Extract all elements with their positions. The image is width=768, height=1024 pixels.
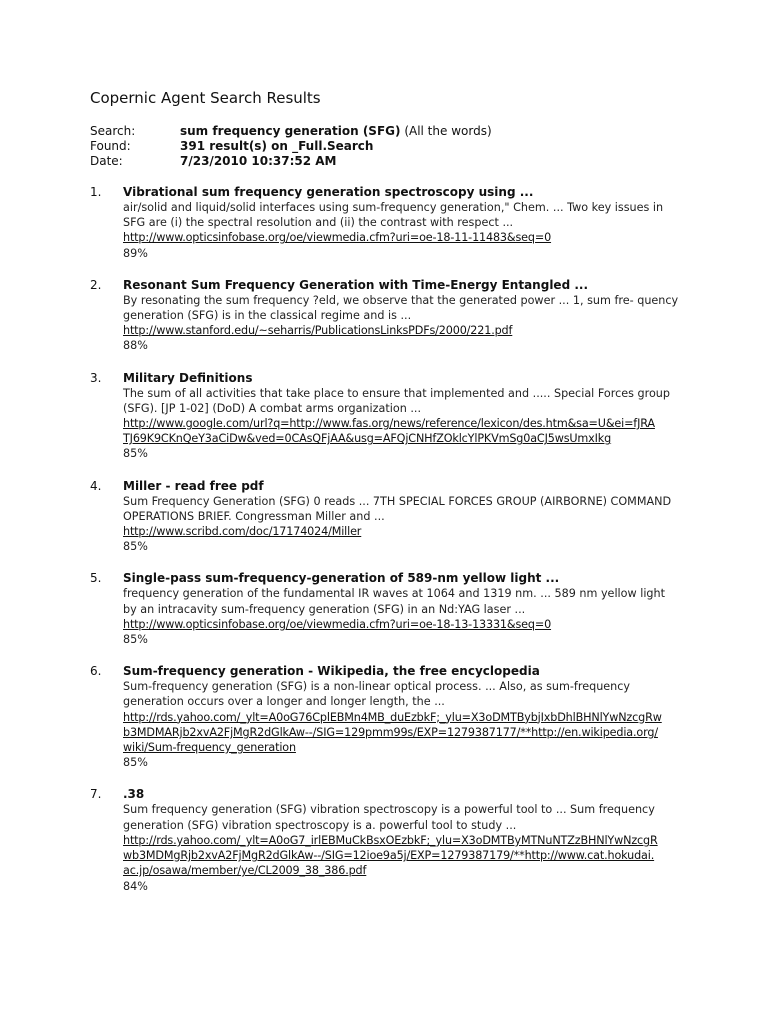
- result-title: Resonant Sum Frequency Generation with Time-Energy Entangled ...: [123, 277, 589, 292]
- result-score: 88%: [123, 339, 148, 353]
- url-line: http://www.opticsinfobase.org/oe/viewmedia.cfm?uri=oe-18-11-11483&seq=0: [123, 231, 552, 245]
- result-body: [123, 479, 690, 555]
- result-body: [123, 787, 690, 893]
- meta-found-row: [90, 139, 690, 154]
- result-body: [123, 371, 690, 462]
- result-url-link[interactable]: [123, 524, 690, 539]
- search-query: sum frequency generation (SFG): [180, 124, 401, 138]
- result-title: Vibrational sum frequency generation spectroscopy using ...: [123, 185, 534, 199]
- result-url-link[interactable]: [123, 710, 690, 756]
- date-value: 7/23/2010 10:37:52 AM: [180, 154, 337, 168]
- result-number: 5.: [90, 571, 102, 586]
- snippet-line: generation occurs over a longer and longer length, the ...: [123, 695, 445, 709]
- snippet-line: Sum Frequency Generation (SFG) 0 reads ... 7TH SPECIAL FORCES GROUP (AIRBORNE) COMMAND: [123, 494, 672, 508]
- result-score: 85%: [123, 633, 148, 647]
- url-line: wiki/Sum-frequency_generation: [123, 741, 296, 755]
- url-line: http://rds.yahoo.com/_ylt=A0oG7_irlEBMuCkBsxOEzbkF;_ylu=X3oDMTByMTNuNTZzBHNlYwNzcgR: [123, 833, 658, 847]
- meta-date-row: [90, 154, 690, 169]
- url-line: http://rds.yahoo.com/_ylt=A0oG76CplEBMn4MB_duEzbkF;_ylu=X3oDMTBybjIxbDhlBHNlYwNzcgRw: [123, 710, 662, 724]
- result-item: [90, 571, 690, 647]
- result-body: [123, 185, 690, 261]
- results-list: [90, 185, 690, 894]
- snippet-line: By resonating the sum frequency ?eld, we observe that the generated power ... 1, sum fre- quency: [123, 293, 679, 307]
- document-page: [90, 88, 690, 911]
- meta-search-label: Search:: [90, 124, 136, 138]
- url-line: http://www.stanford.edu/~seharris/PublicationsLinksPDFs/2000/221.pdf: [123, 324, 513, 338]
- result-number: 6.: [90, 664, 102, 679]
- meta-date-value: [180, 154, 337, 169]
- result-title: Sum-frequency generation - Wikipedia, the free encyclopedia: [123, 664, 540, 679]
- result-item: [90, 479, 690, 555]
- snippet-line: generation (SFG) is in the classical regime and is ...: [123, 309, 412, 323]
- found-value: 391 result(s) on _Full.Search: [180, 139, 374, 153]
- snippet-line: (SFG). [JP 1-02] (DoD) A combat arms organization ...: [123, 401, 422, 415]
- result-number: 4.: [90, 478, 102, 493]
- result-title: .38: [123, 787, 145, 802]
- url-line: wb3MDMgRjb2xvA2FjMgR2dGlkAw--/SIG=12ioe9a5j/EXP=1279387179/**http://www.cat.hokudai.: [123, 849, 655, 863]
- result-url-link[interactable]: [123, 416, 690, 446]
- snippet-line: SFG are (i) the spectral resolution and (ii) the contrast with respect ...: [123, 216, 514, 230]
- page-title: Copernic Agent Search Results: [90, 89, 321, 107]
- url-line: http://www.opticsinfobase.org/oe/viewmedia.cfm?uri=oe-18-13-13331&seq=0: [123, 617, 552, 631]
- result-title: Military Definitions: [123, 370, 253, 385]
- result-number: 7.: [90, 787, 102, 802]
- snippet-line: Sum-frequency generation (SFG) is a non-linear optical process. ... Also, as sum-frequency: [123, 680, 631, 694]
- search-meta: [90, 124, 690, 169]
- search-mode: (All the words): [404, 124, 492, 138]
- snippet-line: The sum of all activities that take place to ensure that implemented and ..... Special Forces group: [123, 386, 670, 400]
- meta-found-value: [180, 139, 373, 154]
- result-url-link[interactable]: [123, 833, 690, 879]
- result-item: [90, 185, 690, 261]
- result-score: 84%: [123, 879, 148, 893]
- url-line: ac.jp/osawa/member/ye/CL2009_38_386.pdf: [123, 864, 367, 878]
- result-title: Single-pass sum-frequency-generation of 589-nm yellow light ...: [123, 571, 560, 586]
- result-score: 85%: [123, 447, 148, 461]
- url-line: TJ69K9CKnQeY3aCiDw&ved=0CAsQFjAA&usg=AFQjCNHfZOklcYlPKVmSg0aCJ5wsUmxIkg: [123, 432, 612, 446]
- meta-found-label: Found:: [90, 139, 131, 153]
- url-line: http://www.google.com/url?q=http://www.fas.org/news/reference/lexicon/des.htm&sa=U&ei=fJRA: [123, 417, 655, 431]
- result-score: 89%: [123, 246, 148, 260]
- result-snippet: [123, 494, 690, 524]
- snippet-line: by an intracavity sum-frequency generation (SFG) in an Nd:YAG laser ...: [123, 602, 526, 616]
- url-line: http://www.scribd.com/doc/17174024/Miller: [123, 525, 362, 539]
- result-item: [90, 664, 690, 770]
- meta-search-row: [90, 124, 690, 139]
- result-item: [90, 278, 690, 354]
- snippet-line: frequency generation of the fundamental IR waves at 1064 and 1319 nm. ... 589 nm yellow light: [123, 587, 666, 601]
- snippet-line: OPERATIONS BRIEF. Congressman Miller and ...: [123, 509, 385, 523]
- result-snippet: [123, 586, 690, 616]
- result-score: 85%: [123, 756, 148, 770]
- result-url-link[interactable]: [123, 617, 690, 632]
- result-url-link[interactable]: [123, 230, 690, 245]
- snippet-line: Sum frequency generation (SFG) vibration spectroscopy is a powerful tool to ... Sum frequency: [123, 803, 655, 817]
- meta-date-label: Date:: [90, 154, 123, 168]
- result-snippet: [123, 293, 690, 323]
- result-snippet: [123, 679, 690, 709]
- result-score: 85%: [123, 540, 148, 554]
- meta-search-value: [180, 124, 492, 139]
- result-snippet: [123, 200, 690, 230]
- snippet-line: air/solid and liquid/solid interfaces using sum-frequency generation," Chem. ... Two key issues in: [123, 201, 664, 214]
- result-item: [90, 787, 690, 893]
- snippet-line: generation (SFG) vibration spectroscopy is a. powerful tool to study ...: [123, 818, 517, 832]
- result-url-link[interactable]: [123, 323, 690, 338]
- result-body: [123, 278, 690, 354]
- result-number: 1.: [90, 185, 102, 199]
- result-body: [123, 571, 690, 647]
- result-title: Miller - read free pdf: [123, 478, 264, 493]
- result-snippet: [123, 386, 690, 416]
- result-snippet: [123, 802, 690, 832]
- result-body: [123, 664, 690, 770]
- url-line: b3MDMARjb2xvA2FjMgR2dGlkAw--/SIG=129pmm99s/EXP=1279387177/**http://en.wikipedia.org/: [123, 725, 658, 739]
- result-item: [90, 371, 690, 462]
- result-number: 3.: [90, 370, 102, 385]
- result-number: 2.: [90, 277, 102, 292]
